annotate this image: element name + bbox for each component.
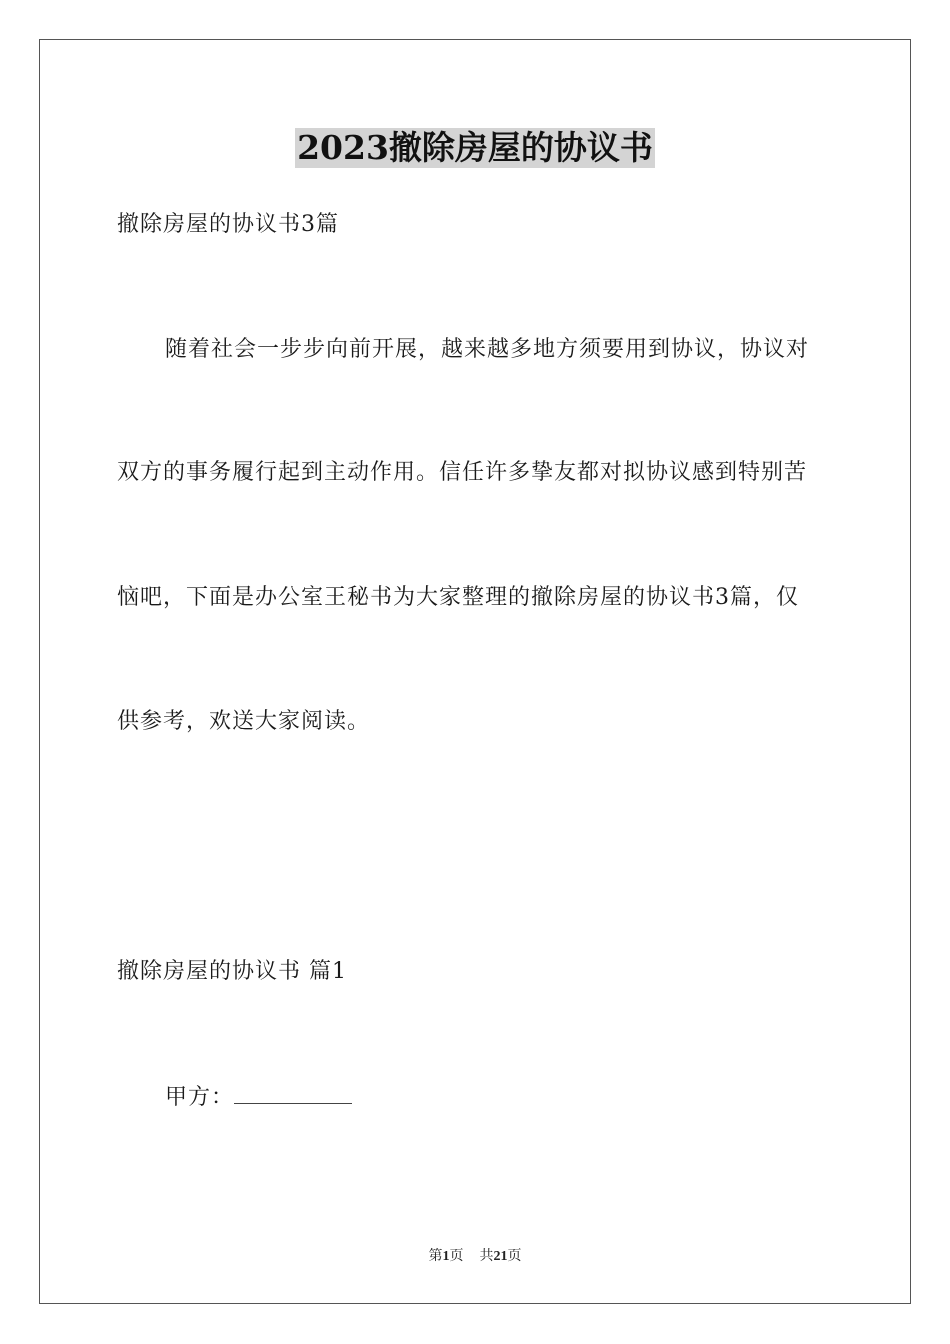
title-container bbox=[0, 128, 950, 168]
footer-total-prefix: 共 bbox=[479, 1249, 494, 1264]
document-subtitle: 撤除房屋的协议书3篇 bbox=[117, 212, 339, 237]
section-heading: 撤除房屋的协议书 篇1 bbox=[117, 959, 347, 984]
paragraph-line-2: 双方的事务履行起到主动作用。信任许多挚友都对拟协议感到特别苦 bbox=[117, 460, 808, 485]
party-a-row bbox=[165, 1081, 352, 1113]
party-a-label: 甲方： bbox=[165, 1085, 235, 1110]
footer-total-suffix: 页 bbox=[507, 1249, 522, 1264]
paragraph-line-1: 随着社会一步步向前开展，越来越多地方须要用到协议，协议对 bbox=[165, 337, 810, 362]
footer-page-suffix: 页 bbox=[449, 1249, 464, 1264]
document-title: 2023撤除房屋的协议书 bbox=[297, 128, 653, 167]
paragraph-line-4: 供参考，欢送大家阅读。 bbox=[117, 709, 371, 734]
footer-total-pages: 21 bbox=[493, 1249, 508, 1264]
footer-page-number: 1 bbox=[442, 1249, 450, 1264]
page-footer bbox=[0, 1248, 950, 1266]
footer-page-prefix: 第 bbox=[428, 1249, 443, 1264]
paragraph-line-3: 恼吧，下面是办公室王秘书为大家整理的撤除房屋的协议书3篇，仅 bbox=[117, 585, 799, 610]
party-a-blank-line bbox=[234, 1081, 352, 1104]
